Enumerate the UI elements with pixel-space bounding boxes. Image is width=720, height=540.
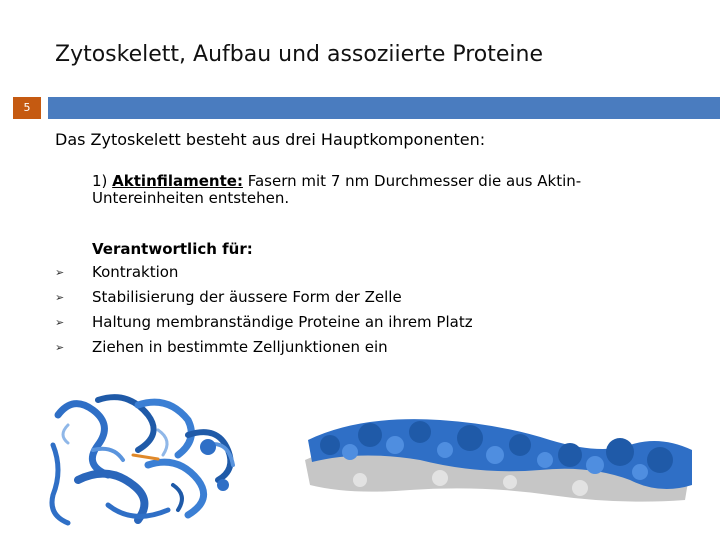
bullet-text: Stabilisierung der äussere Form der Zelle [92,288,402,306]
responsible-heading: Verantwortlich für: [92,240,253,258]
intro-text: Das Zytoskelett besteht aus drei Hauptkomponenten: [55,130,486,149]
list-item [55,337,473,362]
slide-number-badge [13,97,41,119]
slide-number: 5 [23,101,31,114]
bullet-list [55,262,473,362]
arrow-bullet-icon: ➢ [55,291,65,304]
arrow-bullet-icon: ➢ [55,316,65,329]
para-text: Fasern mit 7 nm Durchmesser die aus Aktin-Untereinheiten entstehen. [92,172,582,207]
list-item [55,262,473,287]
bullet-text: Ziehen in bestimmte Zelljunktionen ein [92,338,388,356]
arrow-bullet-icon: ➢ [55,341,65,354]
aktinfilamente-paragraph [92,173,652,207]
slide-title: Zytoskelett, Aufbau und assoziierte Proteine [55,42,544,67]
para-prefix: 1) [92,172,113,190]
actin-filament-model-image [300,400,695,512]
para-term: Aktinfilamente: [112,172,243,190]
list-item [55,287,473,312]
list-item [55,312,473,337]
actin-monomer-ribbon-image [38,385,244,530]
arrow-bullet-icon: ➢ [55,266,65,279]
header-bar [48,97,720,119]
bullet-text: Haltung membranständige Proteine an ihrem Platz [92,313,473,331]
bullet-text: Kontraktion [92,263,179,281]
